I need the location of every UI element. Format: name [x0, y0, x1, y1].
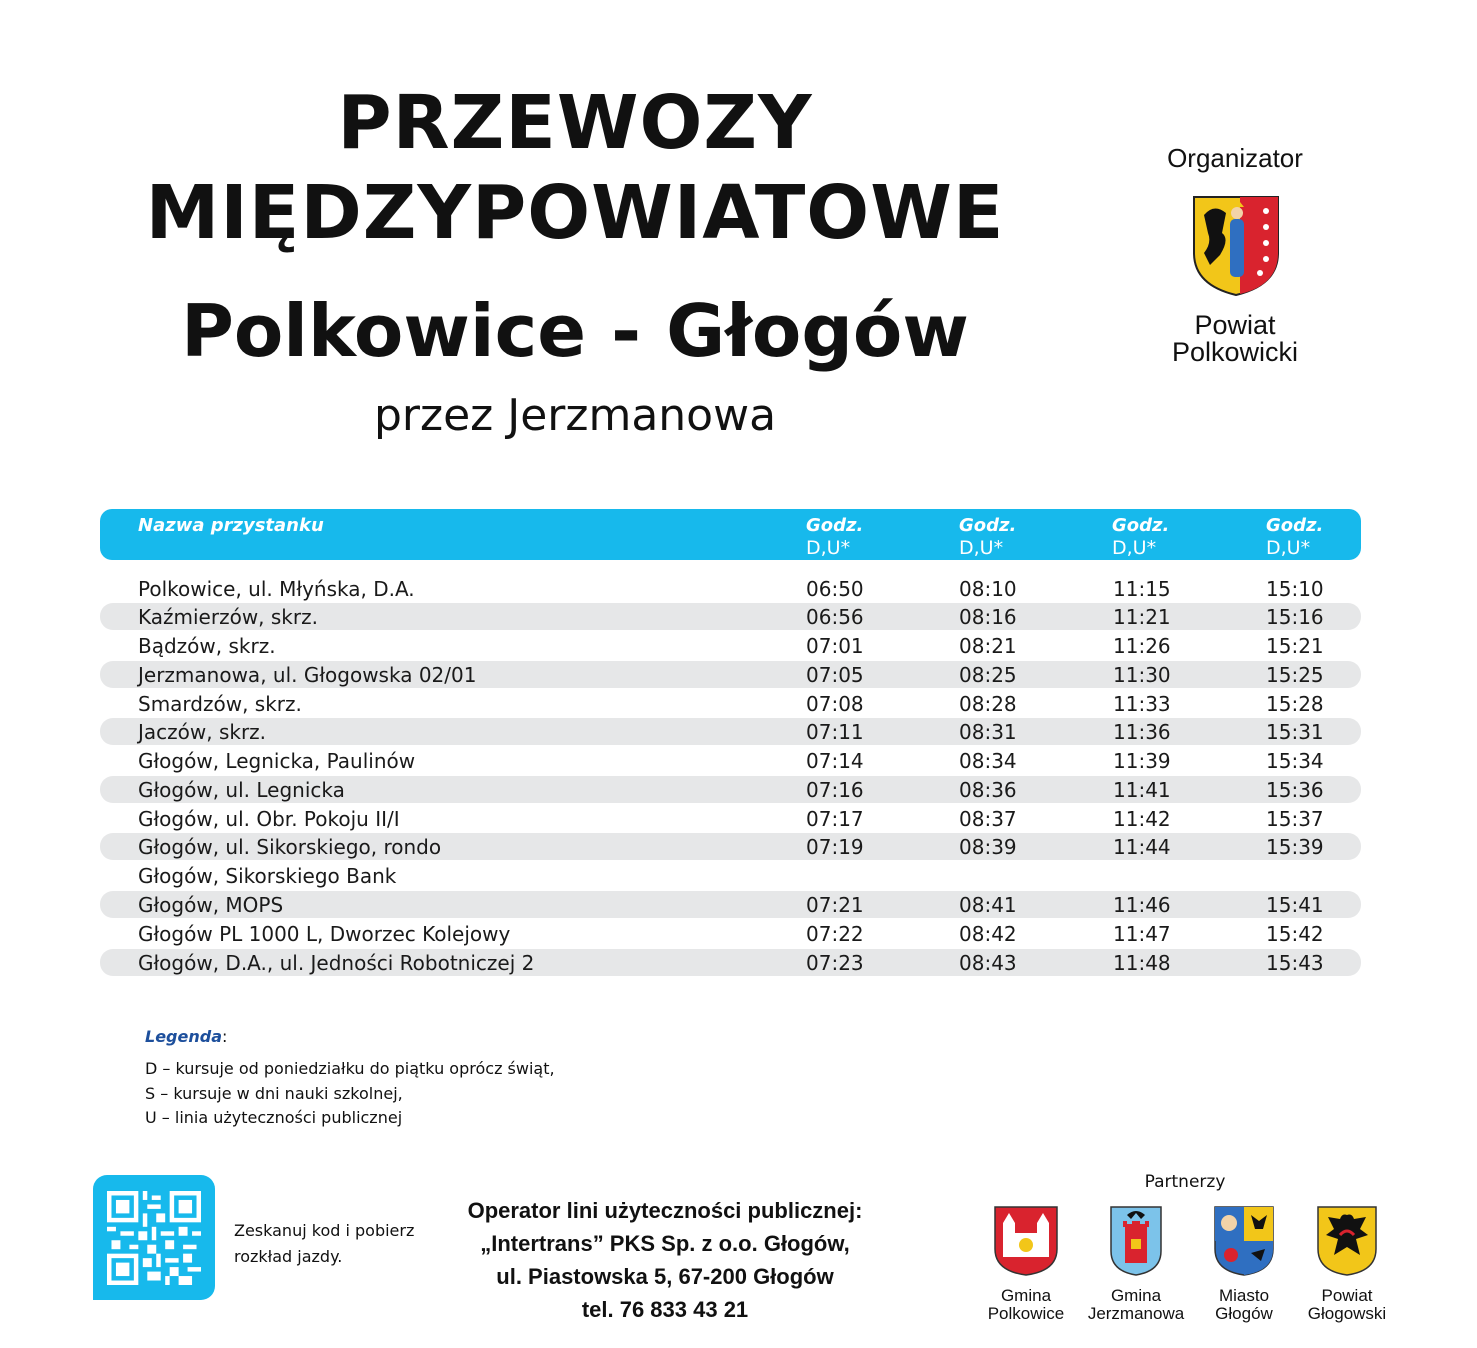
departure-time: 07:21: [806, 893, 864, 917]
time-header-label: Godz.: [1112, 515, 1170, 536]
departure-time: 07:17: [806, 807, 864, 831]
table-row: [100, 949, 1361, 976]
departure-time: 08:39: [959, 835, 1017, 859]
partner-miasto-glogow: [1184, 1205, 1304, 1323]
partner-gmina-jerzmanowa: [1076, 1205, 1196, 1323]
table-row: [100, 805, 1361, 832]
stop-name: Głogów, Legnicka, Paulinów: [138, 749, 416, 773]
stop-name: Głogów, ul. Legnicka: [138, 778, 345, 802]
departure-time: 08:41: [959, 893, 1017, 917]
departure-time: 06:56: [806, 605, 864, 629]
stop-name: Bądzów, skrz.: [138, 634, 276, 658]
departure-time: 08:10: [959, 577, 1017, 601]
departure-time: 11:42: [1113, 807, 1171, 831]
legend-title: Legenda:: [145, 1027, 228, 1046]
departure-time: 15:36: [1266, 778, 1324, 802]
legend-item: U – linia użyteczności publicznej: [145, 1108, 403, 1127]
legend-title-text: Legenda: [145, 1027, 222, 1046]
title-line1: PRZEWOZY: [337, 80, 813, 166]
departure-time: 08:43: [959, 951, 1017, 975]
departure-time: 15:21: [1266, 634, 1324, 658]
departure-time: 11:46: [1113, 893, 1171, 917]
qr-code-icon: [107, 1191, 201, 1285]
gmina-jerzmanowa-crest-icon: [1109, 1205, 1163, 1277]
table-row: [100, 661, 1361, 688]
organizer-name: [1120, 312, 1350, 366]
stop-name: Głogów, MOPS: [138, 893, 284, 917]
stop-name: Smardzów, skrz.: [138, 692, 302, 716]
departure-time: 11:36: [1113, 720, 1171, 744]
departure-time: 15:16: [1266, 605, 1324, 629]
departure-time: 15:31: [1266, 720, 1324, 744]
departure-time: 08:34: [959, 749, 1017, 773]
departure-time: 11:39: [1113, 749, 1171, 773]
days-header-label: D,U*: [1266, 537, 1311, 559]
qr-text-line2: rozkład jazdy.: [234, 1247, 343, 1266]
departure-time: 08:21: [959, 634, 1017, 658]
stop-name: Jerzmanowa, ul. Głogowska 02/01: [138, 663, 477, 687]
stop-name: Głogów PL 1000 L, Dworzec Kolejowy: [138, 922, 511, 946]
operator-line3: ul. Piastowska 5, 67-200 Głogów: [496, 1264, 834, 1289]
departure-time: 11:33: [1113, 692, 1171, 716]
table-row: [100, 632, 1361, 659]
departure-time: 07:14: [806, 749, 864, 773]
departure-time: 08:25: [959, 663, 1017, 687]
departure-time: 07:23: [806, 951, 864, 975]
partner-name-line1: Gmina: [1000, 1286, 1052, 1305]
departure-time: 11:26: [1113, 634, 1171, 658]
stop-name: Głogów, ul. Obr. Pokoju II/I: [138, 807, 400, 831]
partner-name-line2: Jerzmanowa: [1087, 1304, 1185, 1323]
partner-gmina-polkowice: [966, 1205, 1086, 1323]
departure-time: 15:37: [1266, 807, 1324, 831]
departure-time: 15:25: [1266, 663, 1324, 687]
timetable-header: [100, 509, 1361, 560]
gmina-polkowice-crest-icon: [993, 1205, 1059, 1277]
partner-name-line2: Polkowice: [987, 1304, 1065, 1323]
departure-time: 15:28: [1266, 692, 1324, 716]
legend-item: D – kursuje od poniedziałku do piątku oprócz świąt,: [145, 1059, 555, 1078]
departure-time: 11:21: [1113, 605, 1171, 629]
table-row: [100, 776, 1361, 803]
departure-time: 11:30: [1113, 663, 1171, 687]
departure-time: 08:31: [959, 720, 1017, 744]
departure-time: 07:19: [806, 835, 864, 859]
time-header-label: Godz.: [1266, 515, 1324, 536]
days-header-label: D,U*: [806, 537, 851, 559]
departure-time: 07:08: [806, 692, 864, 716]
route-via: przez Jerzmanowa: [373, 390, 777, 441]
departure-time: 07:01: [806, 634, 864, 658]
organizer-label: Organizator: [1167, 143, 1303, 173]
departure-time: 08:37: [959, 807, 1017, 831]
departure-time: 15:10: [1266, 577, 1324, 601]
qr-instructions: [234, 1218, 454, 1270]
table-row: [100, 920, 1361, 947]
departure-time: 08:42: [959, 922, 1017, 946]
time-column-header: [1112, 515, 1169, 559]
time-column-header: [959, 515, 1016, 559]
departure-time: 11:44: [1113, 835, 1171, 859]
partners-label: Partnerzy: [1144, 1172, 1226, 1192]
qr-text-line1: Zeskanuj kod i pobierz: [234, 1221, 415, 1240]
miasto-glogow-crest-icon: [1213, 1205, 1275, 1277]
departure-time: 15:43: [1266, 951, 1324, 975]
stop-name: Głogów, D.A., ul. Jedności Robotniczej 2: [138, 951, 535, 975]
partner-name-line1: Powiat: [1321, 1286, 1373, 1305]
route-title: Polkowice - Głogów: [181, 289, 969, 373]
partner-name-line2: Głogów: [1215, 1304, 1273, 1323]
partner-name-line1: Miasto: [1218, 1286, 1270, 1305]
time-column-header: [806, 515, 863, 559]
departure-time: 08:28: [959, 692, 1017, 716]
operator-info: [440, 1194, 890, 1326]
table-row: [100, 862, 1361, 889]
departure-time: 11:48: [1113, 951, 1171, 975]
departure-time: 08:36: [959, 778, 1017, 802]
stop-name: Głogów, ul. Sikorskiego, rondo: [138, 835, 442, 859]
stop-name: Głogów, Sikorskiego Bank: [138, 864, 397, 888]
partner-name-line2: Głogowski: [1307, 1304, 1387, 1323]
table-row: [100, 747, 1361, 774]
partner-name-line1: Gmina: [1110, 1286, 1162, 1305]
departure-time: 08:16: [959, 605, 1017, 629]
stop-name: Polkowice, ul. Młyńska, D.A.: [138, 577, 415, 601]
time-header-label: Godz.: [806, 515, 864, 536]
departure-time: 07:22: [806, 922, 864, 946]
departure-time: 11:41: [1113, 778, 1171, 802]
time-column-header: [1266, 515, 1323, 559]
table-row: [100, 718, 1361, 745]
title-line2: MIĘDZYPOWIATOWE: [145, 170, 1005, 256]
qr-code[interactable]: [93, 1175, 215, 1300]
departure-time: 07:16: [806, 778, 864, 802]
stop-name-header: Nazwa przystanku: [138, 515, 324, 536]
days-header-label: D,U*: [959, 537, 1004, 559]
departure-time: 15:42: [1266, 922, 1324, 946]
departure-time: 15:41: [1266, 893, 1324, 917]
operator-line2: „Intertrans” PKS Sp. z o.o. Głogów,: [480, 1231, 850, 1256]
departure-time: 15:34: [1266, 749, 1324, 773]
organizer-name-line2: Polkowicki: [1171, 337, 1299, 367]
table-row: [100, 575, 1361, 602]
table-row: [100, 690, 1361, 717]
time-header-label: Godz.: [959, 515, 1017, 536]
departure-time: 11:47: [1113, 922, 1171, 946]
partner-powiat-glogowski: [1287, 1205, 1407, 1323]
departure-time: 07:11: [806, 720, 864, 744]
powiat-polkowicki-crest-icon: [1190, 193, 1282, 298]
powiat-glogowski-crest-icon: [1316, 1205, 1378, 1277]
departure-time: 11:15: [1113, 577, 1171, 601]
days-header-label: D,U*: [1112, 537, 1157, 559]
operator-phone: tel. 76 833 43 21: [581, 1297, 749, 1322]
table-row: [100, 603, 1361, 630]
stop-name: Jaczów, skrz.: [138, 720, 267, 744]
legend-item: S – kursuje w dni nauki szkolnej,: [145, 1084, 403, 1103]
table-row: [100, 891, 1361, 918]
stop-name: Kaźmierzów, skrz.: [138, 605, 318, 629]
departure-time: 15:39: [1266, 835, 1324, 859]
operator-line1: Operator lini użyteczności publicznej:: [467, 1198, 863, 1223]
departure-time: 07:05: [806, 663, 864, 687]
organizer-name-line1: Powiat: [1194, 310, 1276, 340]
table-row: [100, 833, 1361, 860]
departure-time: 06:50: [806, 577, 864, 601]
